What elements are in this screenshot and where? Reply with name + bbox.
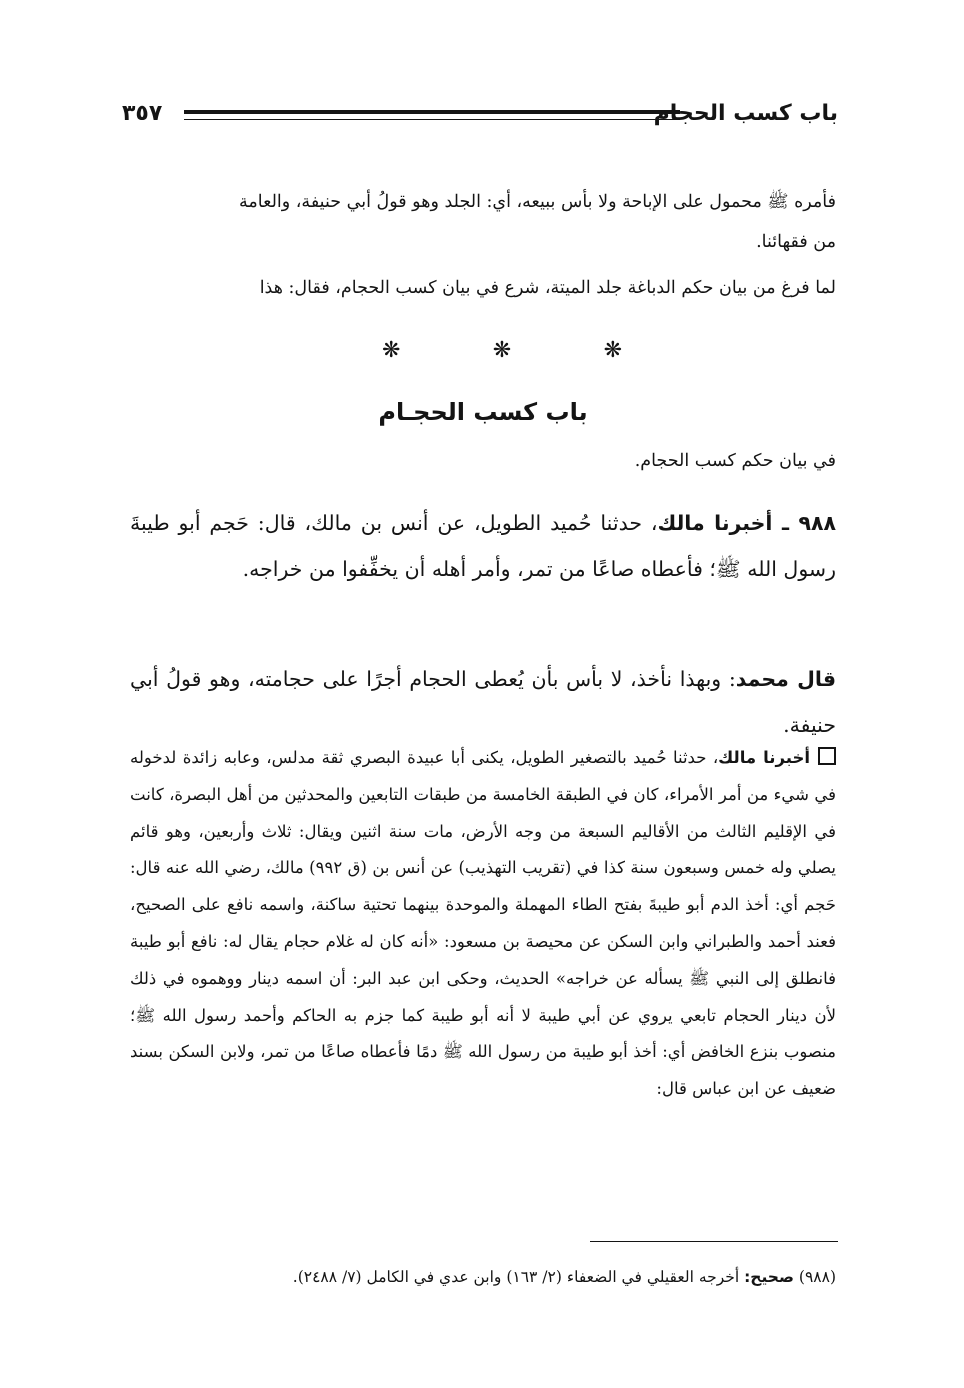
- star-ornament: ❋: [492, 338, 512, 363]
- commentary-text: ، حدثنا حُميد بالتصغير الطويل، يكنى أبا عبيدة البصري ثقة مدلس، وعابه زائدة لدخوله في شيء من أمر الأمراء، كان في الطبقة الخامسة من طبقات التابعين والمحدثين من أهل البصرة، كانت في الإقليم الثالث من الأقاليم السبعة من وجه الأرض، مات سنة اثنين ويقال: ثلاث وأربعين، وهو قائم يصلي وله خمس وسبعون سنة كذا في (تقريب التهذيب) عن أنس بن (ق ٩٩٢) مالك، رضي الله عنه قال: حَجم أي: أخذ الدم أبو طيبةَ بفتح الطاء المهملة والموحدة بينهما تحتية ساكنة، واسمه نافع على الصحيح، فعند أحمد والطبراني وابن السكن عن محيصة بن مسعود: «أنه كان له غلام حجام يقال له: نافع أبو طيبة فانطلق إلى النبي ﷺ يسأله عن خراجه» الحديث، وحكى ابن عبد البر: أن اسمه دينار ووهموه في ذلك لأن دينار الحجام تابعي يروي عن أبي طيبة لا أنه أبو طيبة كما جزم به الحاكم وأحمد رسول الله ﷺ؛ منصوب بنزع الخافض أي: أخذ أبو طيبة من رسول الله ﷺ دمًا فأعطاه صاعًا من تمر، ولابن السكن بسند ضعيف عن ابن عباس قال:: [130, 748, 837, 1099]
- chapter-heading: باب كسب الحجـام: [378, 398, 588, 426]
- intro-paragraph: [130, 182, 836, 308]
- running-header: [122, 96, 838, 140]
- intro-line-1: فأمره ﷺ محمول على الإباحة ولا بأس ببيعه، أي: الجلد وهو قولُ أبي حنيفة، والعامة: [239, 192, 836, 212]
- page-number: ٣٥٧: [122, 101, 163, 126]
- footnote-grade: صحيح:: [744, 1268, 794, 1286]
- star-ornament: ❋: [603, 338, 622, 363]
- intro-line-3: لما فرغ من بيان حكم الدباغة جلد الميتة، شرع في بيان كسب الحجام، فقال: هذا: [259, 278, 836, 298]
- chapter-subtitle: في بيان حكم كسب الحجام.: [634, 451, 836, 471]
- section-separator: [382, 338, 622, 368]
- footnote-ref: (٩٨٨): [798, 1268, 836, 1286]
- ruling-text: : وبهذا نأخذ، لا بأس بأن يُعطى الحجام أجرًا على حجامته، وهو قولُ أبي حنيفة.: [130, 667, 836, 737]
- hadith-label: ٩٨٨ ـ أخبرنا مالك: [657, 511, 836, 535]
- ruling-label: قال محمد: [735, 667, 836, 691]
- commentary-label: أخبرنا مالك: [718, 748, 811, 767]
- star-ornament: ❋: [382, 338, 401, 363]
- header-rule: [184, 110, 680, 120]
- square-marker-icon: [818, 747, 836, 765]
- footnote-rule: [590, 1241, 838, 1242]
- footnote: [130, 1262, 836, 1292]
- hadith-text: ، حدثنا حُميد الطويل، عن أنس بن مالك، قال: حَجم أبو طيبةَ رسول الله ﷺ؛ فأعطاه صاعًا من تمر، وأمر أهله أن يخفِّفوا من خراجه.: [130, 511, 836, 581]
- intro-line-2: من فقهائنا.: [756, 232, 836, 252]
- ruling-paragraph: [130, 656, 836, 748]
- footnote-text: أخرجه العقيلي في الضعفاء (٢/ ١٦٣) وابن عدي في الكامل (٧/ ٢٤٨٨).: [292, 1268, 740, 1286]
- hadith-988: [130, 500, 836, 592]
- commentary-paragraph: [130, 740, 836, 1108]
- running-header-title: باب كسب الحجام: [653, 101, 838, 126]
